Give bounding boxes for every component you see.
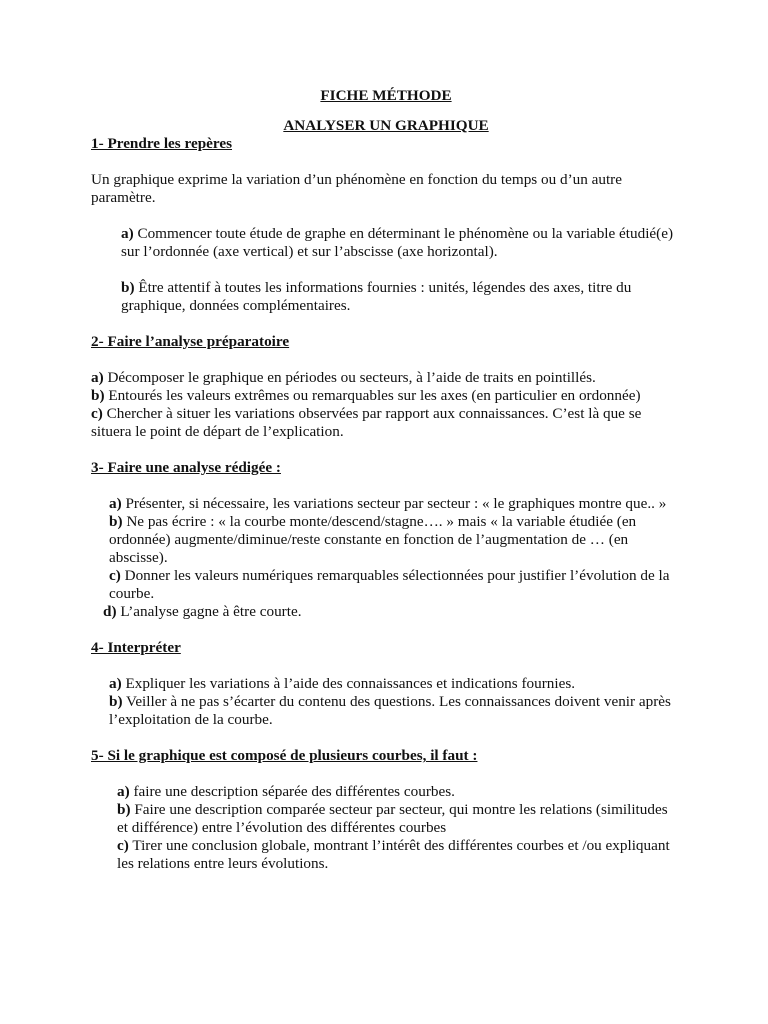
item-text: Expliquer les variations à l’aide des connaissances et indications fournies. [121, 675, 576, 692]
item-marker: a) [109, 675, 122, 692]
item-text: Tirer une conclusion globale, montrant l’intérêt des différentes courbes et /ou expliquant les relations entre leurs évolutions. [117, 837, 670, 872]
section-5-item-c [91, 837, 681, 873]
item-text: Chercher à situer les variations observées par rapport aux connaissances. C’est là que se situera le point de départ de l’explication. [91, 405, 642, 440]
item-marker: a) [91, 369, 104, 386]
item-text: Faire une description comparée secteur par secteur, qui montre les relations (similitudes et différence) entre l’évolution des différentes courbes [117, 801, 668, 836]
section-4-heading: 4- Interpréter [91, 639, 181, 656]
section-2-heading: 2- Faire l’analyse préparatoire [91, 333, 290, 350]
item-marker: a) [109, 495, 122, 512]
document-page [91, 87, 681, 873]
item-marker: b) [109, 513, 123, 530]
section-5-heading: 5- Si le graphique est composé de plusieurs courbes, il faut : [91, 747, 478, 764]
section-1-intro: Un graphique exprime la variation d’un phénomène en fonction du temps ou d’un autre paramètre. [91, 171, 622, 206]
item-marker: b) [121, 279, 135, 296]
item-marker: a) [117, 783, 130, 800]
item-text: Entourés les valeurs extrêmes ou remarquables sur les axes (en particulier en ordonnée) [104, 387, 641, 404]
section-1-item-b [91, 279, 681, 315]
section-5-item-a [91, 783, 681, 801]
item-marker: b) [117, 801, 131, 818]
document-title: FICHE MÉTHODE [320, 87, 452, 104]
section-1-item-a [91, 225, 681, 261]
item-marker: c) [109, 567, 121, 584]
section-1-heading: 1- Prendre les repères [91, 135, 233, 152]
section-4-item-b [91, 693, 681, 729]
section-3-item-a [91, 495, 681, 513]
section-3-item-d [91, 603, 681, 621]
item-text: Ne pas écrire : « la courbe monte/descend/stagne…. » mais « la variable étudiée (en ordonnée) augmente/diminue/reste constante en fonction de l’augmentation de … (en abscisse). [109, 513, 637, 566]
item-marker: d) [103, 603, 117, 620]
section-2-item-b [91, 387, 681, 405]
item-text: Veiller à ne pas s’écarter du contenu des questions. Les connaissances doivent venir après l’exploitation de la courbe. [109, 693, 671, 728]
item-marker: b) [91, 387, 105, 404]
item-text: Être attentif à toutes les informations fournies : unités, légendes des axes, titre du graphique, données complémentaires. [121, 279, 632, 314]
item-text: Décomposer le graphique en périodes ou secteurs, à l’aide de traits en pointillés. [103, 369, 596, 386]
item-marker: a) [121, 225, 134, 242]
item-marker: b) [109, 693, 123, 710]
item-text: L’analyse gagne à être courte. [116, 603, 302, 620]
item-text: Commencer toute étude de graphe en déterminant le phénomène ou la variable étudié(e) sur l’ordonnée (axe vertical) et sur l’abscisse (axe horizontal). [121, 225, 674, 260]
section-2-item-a [91, 369, 681, 387]
document-subtitle: ANALYSER UN GRAPHIQUE [283, 117, 489, 134]
item-marker: c) [117, 837, 129, 854]
item-text: faire une description séparée des différentes courbes. [129, 783, 455, 800]
section-2-item-c [91, 405, 681, 441]
section-5-item-b [91, 801, 681, 837]
section-3-item-b [91, 513, 681, 567]
item-marker: c) [91, 405, 103, 422]
section-3-item-c [91, 567, 681, 603]
section-3-heading: 3- Faire une analyse rédigée : [91, 459, 281, 476]
item-text: Donner les valeurs numériques remarquables sélectionnées pour justifier l’évolution de la courbe. [109, 567, 670, 602]
item-text: Présenter, si nécessaire, les variations secteur par secteur : « le graphiques montre que.. » [121, 495, 667, 512]
section-4-item-a [91, 675, 681, 693]
